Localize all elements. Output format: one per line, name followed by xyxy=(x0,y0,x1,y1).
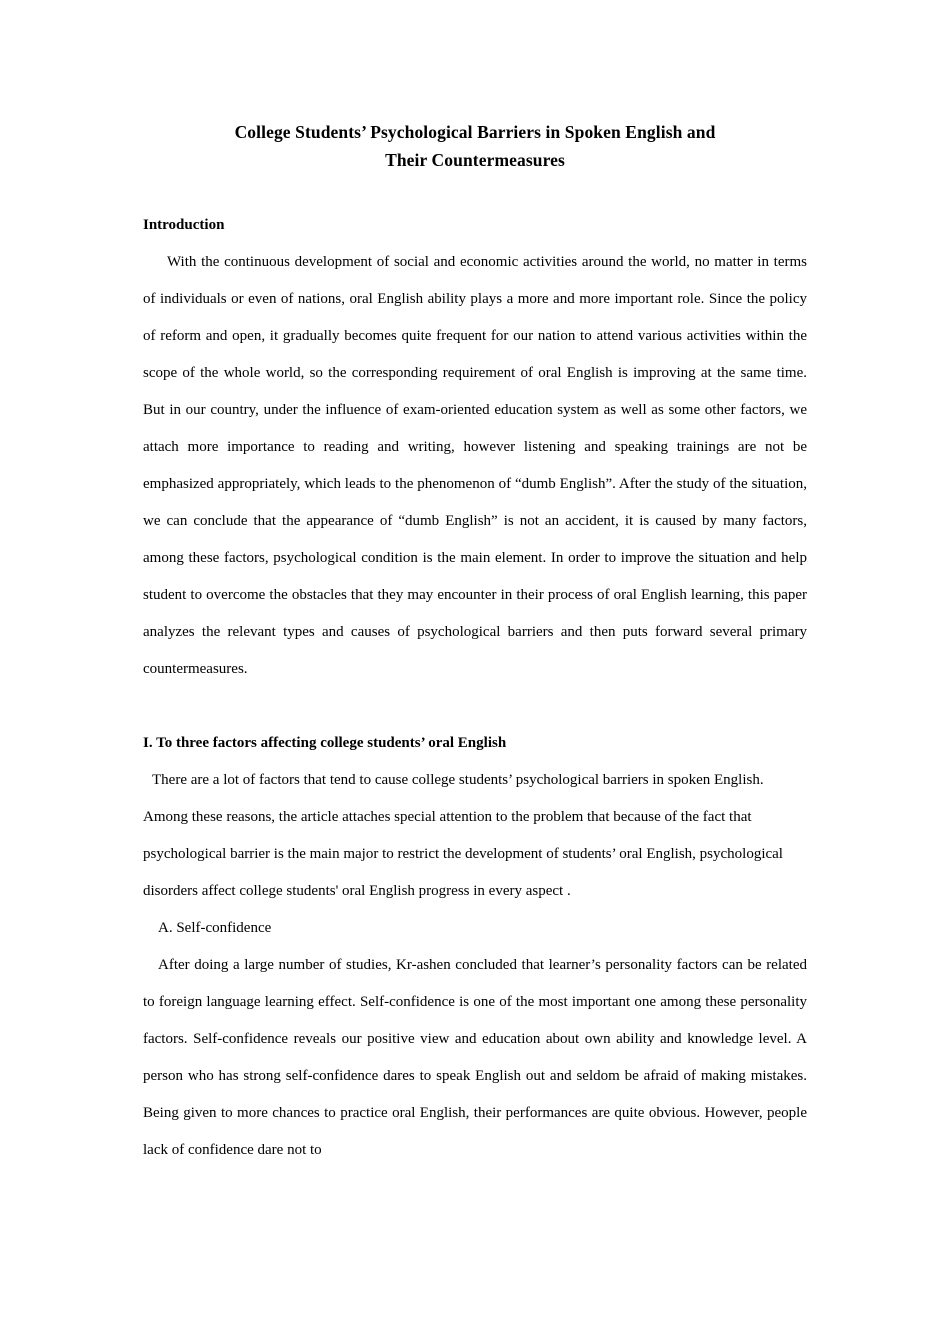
page-title-line-2: Their Countermeasures xyxy=(385,150,565,170)
heading-introduction: Introduction xyxy=(143,217,225,233)
heading-section-one: I. To three factors affecting college students’ oral English xyxy=(143,735,507,751)
paragraph-section-one-body: There are a lot of factors that tend to cause college students’ psychological barriers in spoken English. Among these reasons, the article attaches special attention to the problem that because of the fact that psychological barrier is the main major to restrict the development of students’ oral English, psychological disorders affect college students' oral English progress in every aspect . xyxy=(143,772,783,899)
paragraph-introduction-body: With the continuous development of social and economic activities around the world, no matter in terms of individuals or even of nations, oral English ability plays a more and more important role. Since the policy of reform and open, it gradually becomes quite frequent for our nation to attend various activities within the scope of the whole world, so the corresponding requirement of oral English is improving at the same time. But in our country, under the influence of exam-oriented education system as well as some other factors, we attach more importance to reading and writing, however listening and speaking trainings are not be emphasized appropriately, which leads to the phenomenon of “dumb English”. After the study of the situation, we can conclude that the appearance of “dumb English” is not an accident, it is caused by many factors, among these factors, psychological condition is the main element. In order to improve the situation and help student to overcome the obstacles that they may encounter in their process of oral English learning, this paper analyzes the relevant types and causes of psychological barriers and then puts forward several primary countermeasures. xyxy=(143,254,807,677)
document-content-column xyxy=(143,0,807,1169)
page-title xyxy=(143,0,807,174)
section-spacer xyxy=(143,688,807,725)
title-body-spacer xyxy=(143,174,807,207)
page-title-line-1: College Students’ Psychological Barriers in Spoken English and xyxy=(234,122,716,142)
paragraph-subsection-a-body: After doing a large number of studies, Kr-ashen concluded that learner’s personality factors can be related to foreign language learning effect. Self-confidence is one of the most important one among these personality factors. Self-confidence reveals our positive view and education about own ability and knowledge level. A person who has strong self-confidence dares to speak English out and seldom be afraid of making mistakes. Being given to more chances to practice oral English, their performances are quite obvious. However, people lack of confidence dare not to xyxy=(143,957,807,1158)
heading-subsection-a: A. Self-confidence xyxy=(158,920,272,936)
